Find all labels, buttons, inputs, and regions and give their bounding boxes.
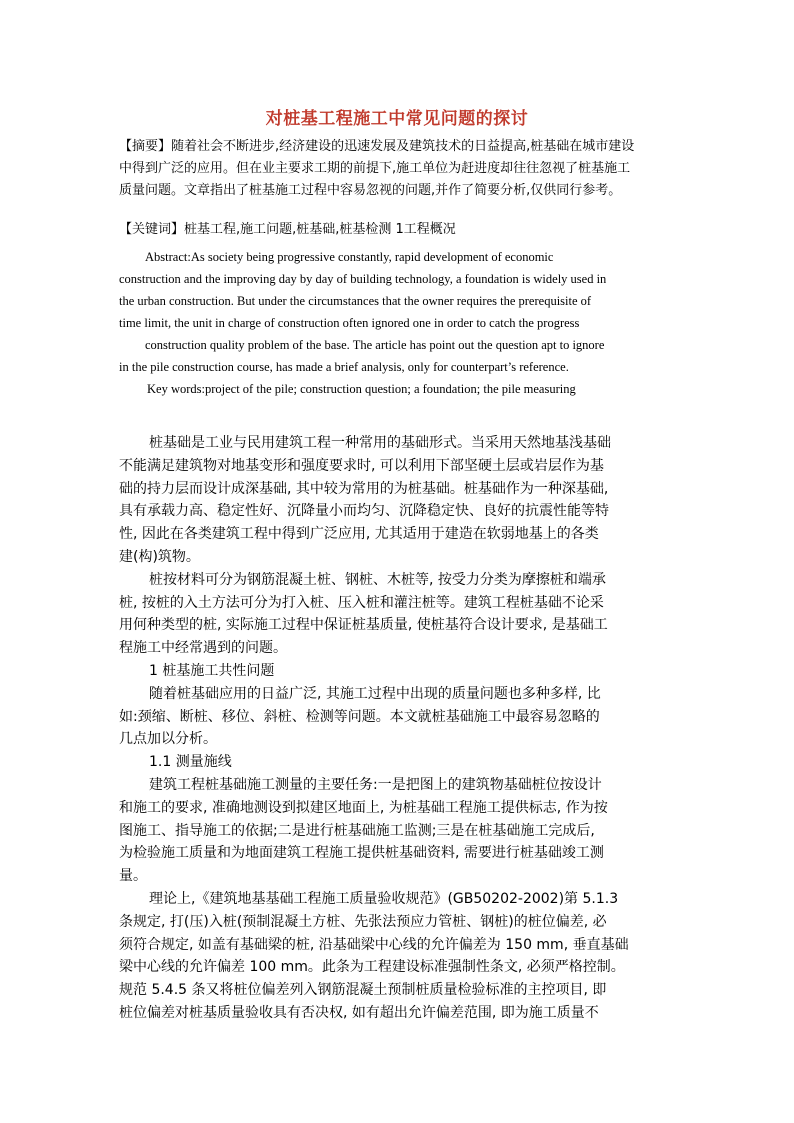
abstract-en-line: construction and the improving day by day of building technology, a foundation is widely used in (119, 272, 607, 286)
body-line: 桩位偏差对桩基质量验收具有否决权, 如有超出允许偏差范围, 即为施工质量不 (119, 1004, 599, 1021)
abstract-en-line: in the pile construction course, has made a brief analysis, only for counterpart’s reference. (119, 360, 569, 374)
body-line: 如:颈缩、断桩、移位、斜桩、检测等问题。本文就桩基础施工中最容易忽略的 (119, 708, 600, 725)
body-line: 性, 因此在各类建筑工程中得到广泛应用, 尤其适用于建造在软弱地基上的各类 (119, 526, 599, 543)
abstract-en-line: construction quality problem of the base. The article has point out the question apt to ignore (145, 338, 605, 352)
body-line: 图施工、指导施工的依据;二是进行桩基础施工监测;三是在桩基础施工完成后, (119, 822, 595, 839)
body-line: 桩基础是工业与民用建筑工程一种常用的基础形式。当采用天然地基浅基础 (149, 435, 611, 451)
body-line: 桩按材料可分为钢筋混凝土桩、钢桩、木桩等, 按受力分类为摩擦桩和端承 (149, 571, 606, 588)
subsection-heading: 1.1 测量施线 (149, 754, 232, 771)
abstract-english (119, 246, 679, 400)
keywords-english: Key words:project of the pile; construction question; a foundation; the pile measuring (147, 382, 576, 396)
body-line: 梁中心线的允许偏差 100 mm。此条为工程建设标准强制性条文, 必须严格控制。 (119, 959, 625, 976)
body-text (119, 432, 681, 1025)
body-line: 和施工的要求, 准确地测设到拟建区地面上, 为桩基础工程施工提供标志, 作为按 (119, 799, 608, 816)
abstract-en-line: Abstract:As society being progressive constantly, rapid development of economic (145, 250, 554, 264)
keywords-chinese: 【关键词】桩基工程,施工问题,桩基础,桩基检测 1工程概况 (119, 222, 456, 237)
body-line: 量。 (119, 868, 147, 885)
body-line: 为检验施工质量和为地面建筑工程施工提供桩基础资料, 需要进行桩基础竣工测 (119, 845, 604, 862)
abstract-chinese (119, 136, 679, 202)
body-line: 用何种类型的桩, 实际施工过程中保证桩基质量, 使桩基符合设计要求, 是基础工 (119, 617, 608, 634)
body-line: 条规定, 打(压)入桩(预制混凝土方桩、先张法预应力管桩、钢桩)的桩位偏差, 必 (119, 913, 607, 930)
body-line: 几点加以分析。 (119, 731, 217, 748)
abstract-zh-line: 质量问题。文章指出了桩基施工过程中容易忽视的问题,并作了简要分析,仅供同行参考。 (119, 183, 622, 198)
body-line: 桩, 按桩的入土方法可分为打入桩、压入桩和灌注桩等。建筑工程桩基础不论采 (119, 594, 604, 611)
body-line: 随着桩基础应用的日益广泛, 其施工过程中出现的质量问题也多种多样, 比 (149, 685, 601, 702)
body-line: 具有承载力高、稳定性好、沉降量小而均匀、沉降稳定快、良好的抗震性能等特 (119, 503, 609, 520)
body-line: 础的持力层而设计成深基础, 其中较为常用的为桩基础。桩基础作为一种深基础, (119, 480, 609, 497)
body-line: 理论上,《建筑地基基础工程施工质量验收规范》(GB50202-2002)第 5.1.3 (149, 890, 619, 907)
document-title: 对桩基工程施工中常见问题的探讨 (265, 109, 529, 129)
abstract-en-line: the urban construction. But under the circumstances that the owner requires the prerequisite of (119, 294, 592, 308)
body-line: 规范 5.4.5 条又将桩位偏差列入钢筋混凝土预制桩质量检验标准的主控项目, 即 (119, 982, 607, 999)
body-line: 建筑工程桩基础施工测量的主要任务:一是把图上的建筑物基础桩位按设计 (149, 776, 602, 793)
abstract-zh-line: 【摘要】随着社会不断进步,经济建设的迅速发展及建筑技术的日益提高,桩基础在城市建设 (119, 139, 635, 154)
section-heading: 1 桩基施工共性问题 (149, 662, 275, 679)
abstract-en-line: time limit, the unit in charge of construction often ignored one in order to catch the progress (119, 316, 580, 330)
body-line: 须符合规定, 如盖有基础梁的桩, 沿基础梁中心线的允许偏差为 150 mm, 垂直基础 (119, 936, 629, 953)
body-line: 建(构)筑物。 (119, 548, 200, 565)
body-line: 不能满足建筑物对地基变形和强度要求时, 可以利用下部坚硬土层或岩层作为基 (119, 457, 604, 474)
abstract-zh-line: 中得到广泛的应用。但在业主要求工期的前提下,施工单位为赶进度却往往忽视了桩基施工 (119, 161, 631, 176)
body-line: 程施工中经常遇到的问题。 (119, 640, 287, 657)
